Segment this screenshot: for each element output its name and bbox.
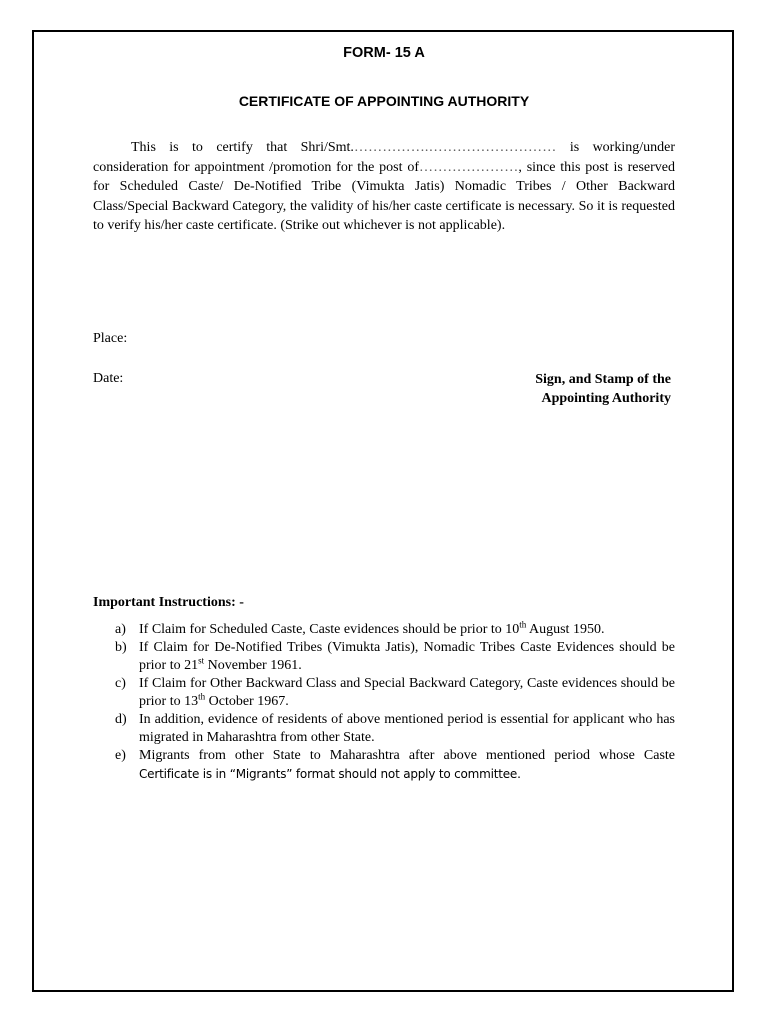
instruction-marker: e) xyxy=(115,748,126,763)
instruction-text-end: October 1967. xyxy=(205,694,289,709)
instruction-text: If Claim for Scheduled Caste, Caste evidences should be prior to 10 xyxy=(139,622,520,637)
instruction-item-e xyxy=(93,747,675,784)
instruction-text: If Claim for De-Notified Tribes (Vimukta Jatis), Nomadic Tribes Caste Evidences should be prior to 21 xyxy=(139,640,675,673)
form-number: FORM- 15 A xyxy=(343,45,425,61)
certificate-paragraph xyxy=(93,138,675,236)
form-title: CERTIFICATE OF APPOINTING AUTHORITY xyxy=(238,93,530,109)
instruction-text-end: November 1961. xyxy=(204,658,302,673)
instruction-marker: b) xyxy=(115,640,127,655)
date-label: Date: xyxy=(93,371,124,386)
ordinal-suffix: st xyxy=(198,655,205,666)
instruction-item-b xyxy=(93,639,675,675)
signature-block xyxy=(535,370,671,408)
ordinal-suffix: th xyxy=(198,691,206,702)
instruction-item-d xyxy=(93,711,675,747)
instruction-text-end: August 1950. xyxy=(526,622,605,637)
instruction-item-c xyxy=(93,675,675,711)
post-blank: ………………… xyxy=(419,159,519,175)
instructions-heading: Important Instructions: - xyxy=(93,595,244,610)
instructions-list xyxy=(93,621,675,784)
instruction-item-a xyxy=(93,621,675,639)
instruction-text: In addition, evidence of residents of above mentioned period is essential for applicant who has migrated in Maharashtra from other State. xyxy=(139,712,675,745)
name-blank: …………….……………………… xyxy=(353,140,557,155)
certificate-text-part2: is working/under consideration for appointment /promotion for the post of xyxy=(93,140,676,175)
ordinal-suffix: th xyxy=(519,619,527,630)
signature-line2: Appointing Authority xyxy=(541,391,671,406)
signature-line1: Sign, and Stamp of the xyxy=(535,372,671,387)
certificate-text-part3: , since this post is reserved for Scheduled Caste/ De-Notified Tribe (Vimukta Jatis) Nomadic Tribes / Other Backward Class/Special Backward Category, the validity of his/her caste certificate is necessary. So it is requested to verify his/her caste certificate. (Strike out whichever is not applicable). xyxy=(93,159,675,233)
instruction-marker: c) xyxy=(115,676,126,691)
instruction-text: If Claim for Other Backward Class and Special Backward Category, Caste evidences should be prior to 13 xyxy=(139,676,675,709)
certificate-text-part1: This is to certify that Shri/Smt. xyxy=(131,140,354,155)
instruction-marker: a) xyxy=(115,622,126,637)
instruction-marker: d) xyxy=(115,712,127,727)
instruction-text-tail: Certificate is in “Migrants” format should not apply to committee. xyxy=(139,767,521,781)
instruction-text: Migrants from other State to Maharashtra after above mentioned period whose Caste xyxy=(139,748,675,763)
place-label: Place: xyxy=(93,331,128,346)
